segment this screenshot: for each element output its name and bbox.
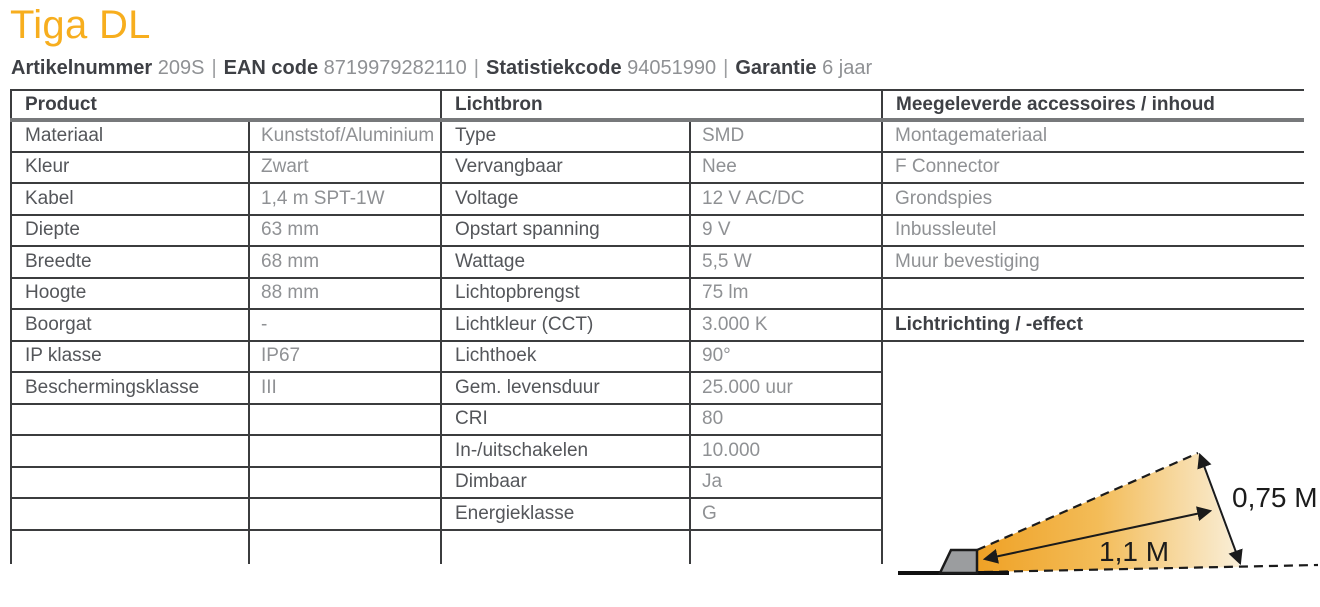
spec-row: [11, 246, 1304, 278]
spec-value-cell: 25.000 uur: [690, 372, 882, 404]
spec-row: [11, 341, 1304, 373]
meta-label-garantie: Garantie: [735, 57, 817, 79]
meta-separator: |: [473, 57, 479, 79]
accessory-cell: F Connector: [882, 152, 1304, 184]
spec-value-cell: -: [249, 309, 441, 341]
empty-cell: [11, 467, 249, 499]
spec-value-cell: SMD: [690, 120, 882, 152]
meta-value-artikelnummer: 209S: [157, 57, 205, 79]
meta-label-artikelnummer: Artikelnummer: [11, 57, 153, 79]
spec-label-cell: Kleur: [11, 152, 249, 184]
spec-value-cell: 3.000 K: [690, 309, 882, 341]
spec-label-cell: CRI: [441, 404, 690, 436]
accessory-cell: Grondspies: [882, 183, 1304, 215]
spec-label-cell: Lichtkleur (CCT): [441, 309, 690, 341]
meta-label-statistiekcode: Statistiekcode: [486, 57, 622, 79]
spec-label-cell: Materiaal: [11, 120, 249, 152]
diagram-cell: [882, 341, 1318, 567]
spec-label-cell: Beschermingsklasse: [11, 372, 249, 404]
spec-value-cell: 10.000: [690, 435, 882, 467]
beam-distance-label: 1,1 M: [1099, 535, 1170, 567]
page-title: Tiga DL: [10, 3, 151, 47]
spec-label-cell: Kabel: [11, 183, 249, 215]
spec-value-cell: Zwart: [249, 152, 441, 184]
spec-row: [11, 309, 1304, 341]
spec-value-cell: Ja: [690, 467, 882, 499]
spec-value-cell: 1,4 m SPT-1W: [249, 183, 441, 215]
spec-label-cell: Dimbaar: [441, 467, 690, 499]
spec-label-cell: Lichthoek: [441, 341, 690, 373]
accessory-cell: Muur bevestiging: [882, 246, 1304, 278]
table-header-row: [11, 90, 1304, 120]
spec-row: [11, 183, 1304, 215]
empty-cell: [11, 404, 249, 436]
spec-table: [10, 89, 1318, 567]
meta-separator: |: [723, 57, 729, 79]
spec-label-cell: Opstart spanning: [441, 215, 690, 247]
column-header-lichtbron: Lichtbron: [441, 90, 882, 120]
light-fixture-shape: [940, 550, 977, 573]
spec-value-cell: 68 mm: [249, 246, 441, 278]
spec-label-cell: Voltage: [441, 183, 690, 215]
spec-value-cell: 88 mm: [249, 278, 441, 310]
spec-value-cell: 63 mm: [249, 215, 441, 247]
column-header-accessoires: Meegeleverde accessoires / inhoud: [882, 90, 1304, 120]
meta-label-ean: EAN code: [223, 57, 319, 79]
spec-value-cell: IP67: [249, 341, 441, 373]
spec-value-cell: 12 V AC/DC: [690, 183, 882, 215]
empty-cell: [249, 498, 441, 530]
spec-value-cell: 90°: [690, 341, 882, 373]
spec-value-cell: G: [690, 498, 882, 530]
spec-value-cell: 5,5 W: [690, 246, 882, 278]
spec-row: [11, 120, 1304, 152]
spec-label-cell: Lichtopbrengst: [441, 278, 690, 310]
spec-label-cell: Vervangbaar: [441, 152, 690, 184]
spec-label-cell: Boorgat: [11, 309, 249, 341]
accessory-cell: Inbussleutel: [882, 215, 1304, 247]
spec-row: [11, 215, 1304, 247]
meta-separator: |: [211, 57, 217, 79]
spec-value-cell: 75 lm: [690, 278, 882, 310]
empty-cell: [249, 435, 441, 467]
meta-value-statistiekcode: 94051990: [627, 57, 717, 79]
spec-value-cell: Kunststof/Aluminium: [249, 120, 441, 152]
empty-cell: [690, 530, 882, 564]
spec-label-cell: Gem. levensduur: [441, 372, 690, 404]
column-header-product: Product: [11, 90, 441, 120]
spec-label-cell: Breedte: [11, 246, 249, 278]
spec-value-cell: 80: [690, 404, 882, 436]
spec-value-cell: III: [249, 372, 441, 404]
empty-cell: [11, 498, 249, 530]
spec-label-cell: IP klasse: [11, 341, 249, 373]
spec-row: [11, 152, 1304, 184]
empty-cell: [11, 530, 249, 564]
empty-cell: [249, 467, 441, 499]
spec-value-cell: Nee: [690, 152, 882, 184]
spec-label-cell: Type: [441, 120, 690, 152]
empty-cell: [249, 530, 441, 564]
meta-value-ean: 8719979282110: [323, 57, 467, 79]
spec-label-cell: Hoogte: [11, 278, 249, 310]
empty-cell: [441, 530, 690, 564]
spec-label-cell: In-/uitschakelen: [441, 435, 690, 467]
spec-label-cell: Diepte: [11, 215, 249, 247]
section-subheader-lichtrichting: Lichtrichting / -effect: [882, 309, 1304, 341]
spec-label-cell: Wattage: [441, 246, 690, 278]
product-meta-line: [11, 57, 1320, 80]
beam-height-label: 0,75 M: [1232, 481, 1318, 513]
empty-cell: [882, 278, 1304, 310]
spec-row: [11, 278, 1304, 310]
empty-cell: [11, 435, 249, 467]
meta-value-garantie: 6 jaar: [822, 57, 873, 79]
spec-label-cell: Energieklasse: [441, 498, 690, 530]
spec-value-cell: 9 V: [690, 215, 882, 247]
empty-cell: [249, 404, 441, 436]
light-direction-diagram: [881, 414, 1320, 584]
accessory-cell: Montagemateriaal: [882, 120, 1304, 152]
